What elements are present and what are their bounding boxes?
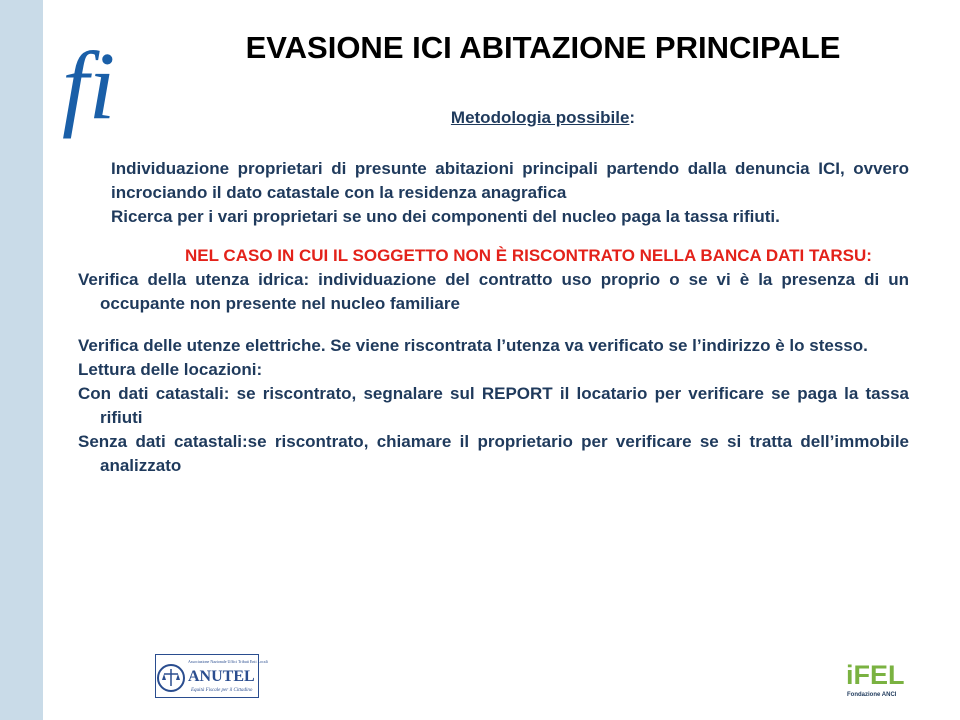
red-heading: NEL CASO IN CUI IL SOGGETTO NON È RISCONTRATO NELLA BANCA DATI TARSU:	[185, 246, 872, 265]
anutel-logo-icon	[155, 654, 268, 698]
svg-text:iFEL: iFEL	[846, 660, 905, 690]
left-sidebar-stripe	[0, 0, 43, 720]
fi-logo-icon	[58, 32, 130, 139]
paragraph-with-cadastral: Con dati catastali: se riscontrato, segnalare sul REPORT il locatario per verificare se paga la tassa rifiuti	[78, 384, 909, 427]
paragraph-electric-utility: Verifica delle utenze elettriche. Se viene riscontrata l’utenza va verificato se l’indirizzo è lo stesso.	[78, 336, 868, 355]
paragraph-leases: Lettura delle locazioni:	[78, 360, 263, 379]
svg-text:Fondazione ANCI: Fondazione ANCI	[847, 692, 897, 698]
svg-text:Equità Fiscale per il Cittadin: Equità Fiscale per il Cittadino	[191, 688, 253, 693]
paragraph-without-cadastral: Senza dati catastali:se riscontrato, chiamare il proprietario per verificare se si tratta dell’immobile analizzato	[78, 432, 909, 475]
slide-body	[78, 157, 909, 478]
svg-text:Associazione Nazionale Uffici: Associazione Nazionale Uffici Tributi Enti Locali	[188, 659, 268, 664]
subtitle-colon: :	[629, 108, 636, 127]
paragraph-identification: Individuazione proprietari di presunte abitazioni principali partendo dalla denuncia ICI, ovvero incrociando il dato catastale con la residenza anagrafica	[111, 159, 909, 202]
subtitle-label: Metodologia possibile	[450, 108, 630, 127]
subtitle	[150, 108, 936, 128]
ifel-logo-icon	[846, 652, 905, 700]
paragraph-search-owners: Ricerca per i vari proprietari se uno dei componenti del nucleo paga la tassa rifiuti.	[111, 207, 780, 226]
slide-title: EVASIONE ICI ABITAZIONE PRINCIPALE	[245, 30, 841, 65]
svg-text:fi: fi	[62, 32, 116, 139]
paragraph-water-utility: Verifica della utenza idrica: individuazione del contratto uso proprio o se vi è la presenza di un occupante non presente nel nucleo familiare	[78, 270, 909, 313]
svg-text:ANUTEL: ANUTEL	[188, 668, 255, 685]
